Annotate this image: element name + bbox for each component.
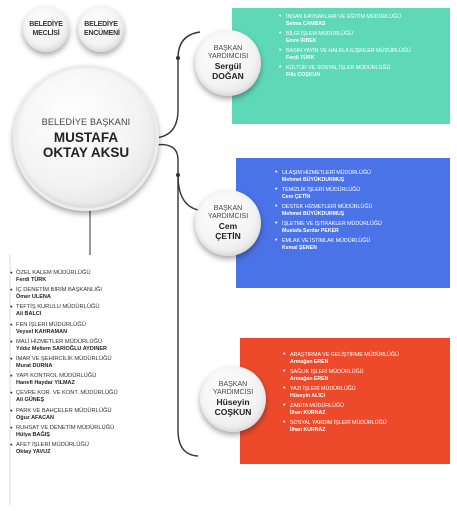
department-title: • KÜLTÜR VE SOSYAL İŞLER MÜDÜRLÜĞÜ	[286, 65, 391, 71]
department-item	[276, 170, 442, 183]
department-head: Ferdi TÜRK	[16, 277, 47, 283]
department-item	[276, 204, 442, 217]
department-item	[284, 352, 442, 365]
department-title: ● ÇEVRE KOR. VE KONT. MÜDÜRLÜĞÜ	[16, 390, 118, 397]
department-title: ● TEFTİŞ KURULU MÜDÜRLÜĞÜ	[16, 304, 100, 311]
department-head: Cem ÇETİN	[282, 193, 311, 200]
department-title: ● PARK VE BAHÇELER MÜDÜRLÜĞÜ	[16, 407, 112, 414]
vp1-name-first: Sergül	[214, 61, 242, 71]
department-title: ● AFET İŞLERİ MÜDÜRLÜĞÜ	[16, 441, 89, 448]
department-item	[284, 386, 442, 399]
department-item	[10, 339, 180, 353]
department-title: • SAĞLIK İŞLERİ MÜDÜRLÜĞÜ	[290, 369, 364, 375]
vp3-title-line1: BAŞKAN	[218, 381, 248, 388]
vp3-name-last: COŞKUN	[214, 407, 252, 417]
department-item	[284, 420, 442, 433]
department-item	[10, 442, 180, 456]
mayor-circle	[13, 65, 159, 211]
department-item	[280, 65, 442, 78]
department-title: • İNSAN KAYNAKLARI VE EĞİTİM MÜDÜRLÜĞÜ	[286, 14, 401, 20]
vp1-title-line2: YARDIMCISI	[207, 53, 249, 60]
department-head: Oktay YAVUZ	[16, 448, 51, 455]
department-title: • DESTEK HİZMETLERİ MÜDÜRLÜĞÜ	[282, 204, 373, 210]
vp1-department-list	[280, 14, 442, 78]
department-head: Murat DURNA	[16, 362, 53, 369]
department-title: • TEMİZLİK İŞLERİ MÜDÜRLÜĞÜ	[282, 187, 361, 193]
department-head: Ömer ULENA	[16, 294, 51, 301]
department-head: Mehmet BÜYÜKDURMUŞ	[282, 176, 345, 183]
department-head: Filiz COŞKUN	[286, 71, 321, 78]
department-item	[10, 425, 180, 439]
department-head: İlhan KURNAZ	[290, 409, 326, 416]
department-title: ● FEN İŞLERİ MÜDÜRLÜĞÜ	[16, 321, 86, 328]
department-item	[280, 48, 442, 61]
department-head: Mustafa Serdar PEKER	[282, 227, 339, 234]
department-head: Emre İRBEK	[286, 37, 317, 44]
department-title: ● İÇ DENETİM BİRİM BAŞKANLIĞI	[16, 287, 102, 294]
department-head: Yıldız Meltem SARIOĞLU AYDINER	[16, 345, 107, 352]
municipal-committee-label: BELEDİYE ENCÜMENİ	[84, 21, 120, 37]
department-head: Oğuz AFACAN	[16, 414, 54, 421]
department-head: Mehmet BÜYÜKDURMUŞ	[282, 210, 345, 217]
department-head: Ali GÜNEŞ	[16, 397, 45, 404]
department-title: • İŞLETME VE İŞTİRAKLER MÜDÜRLÜĞÜ	[282, 221, 382, 227]
department-title: • ARAŞTIRMA VE GELİŞTİRME MÜDÜRLÜĞÜ	[290, 352, 399, 358]
department-item	[10, 304, 180, 318]
department-title: • SOSYAL YARDIM İŞLERİ MÜDÜRLÜĞÜ	[290, 420, 387, 426]
department-head: İlhan KURNAZ	[290, 426, 326, 433]
department-item	[10, 287, 180, 301]
department-title: • ULAŞIM HİZMETLERİ MÜDÜRLÜĞÜ	[282, 170, 371, 176]
mayor-title: BELEDİYE BAŞKANI	[41, 116, 131, 127]
vp2-title-line1: BAŞKAN	[213, 205, 243, 212]
department-head: Ferdi TÜRK	[286, 54, 315, 61]
department-item	[10, 390, 180, 404]
department-head: Hülya BAĞIŞ	[16, 431, 50, 438]
department-item	[10, 373, 180, 387]
vp2-name-last: ÇETİN	[215, 231, 241, 241]
department-head: Armağan EREN	[290, 375, 329, 382]
municipal-council-circle	[23, 6, 69, 52]
department-head: Veysel KAHRAMAN	[16, 328, 68, 335]
department-head: Selma CAMBAS	[286, 20, 326, 27]
department-title: • EMLAK VE İSTİMLAK MÜDÜRLÜĞÜ	[282, 238, 371, 244]
vp2-department-list	[276, 170, 442, 251]
vp1-title-line1: BAŞKAN	[213, 45, 243, 52]
vp1-name-last: DOĞAN	[212, 71, 244, 81]
department-item	[284, 403, 442, 416]
vp3-circle	[200, 366, 266, 432]
department-title: ● İMAR VE ŞEHİRCİLİK MÜDÜRLÜĞÜ	[16, 355, 112, 362]
department-item	[284, 369, 442, 382]
mayor-name-last: OKTAY AKSU	[42, 144, 130, 160]
department-head: Hüseyin ALICI	[290, 392, 325, 399]
vp1-circle	[195, 30, 261, 96]
department-item	[10, 322, 180, 336]
department-item	[10, 356, 180, 370]
department-item	[276, 187, 442, 200]
department-head: Armağan EREN	[290, 358, 329, 365]
municipal-council-label: BELEDİYE MECLİSİ	[29, 21, 63, 37]
department-item	[276, 238, 442, 251]
vp3-department-box	[240, 338, 450, 464]
department-title: • BİLGİ İŞLEM MÜDÜRLÜĞÜ	[286, 31, 353, 37]
department-title: • YAZI İŞLERİ MÜDÜRLÜĞÜ	[290, 386, 356, 392]
department-head: Kemal ŞENEN	[282, 244, 317, 251]
municipal-committee-circle	[78, 6, 124, 52]
mayor-name-first: MUSTAFA	[53, 129, 119, 145]
department-head: Hanefi Haydar YILMAZ	[16, 380, 75, 387]
vp1-department-box	[232, 8, 450, 124]
department-title: ● RUHSAT VE DENETİM MÜDÜRLÜĞÜ	[16, 424, 115, 431]
department-title: ● MALİ HİZMETLER MÜDÜRLÜĞÜ	[16, 338, 103, 345]
vp2-title-line2: YARDIMCISI	[207, 213, 249, 220]
department-title: • ZABITA MÜDÜRLÜĞÜ	[290, 403, 344, 409]
vp2-name-first: Cem	[218, 221, 238, 231]
department-item	[280, 14, 442, 27]
department-item	[10, 270, 180, 284]
vp2-department-box	[236, 158, 450, 288]
vp3-department-list	[284, 352, 442, 433]
department-head: Ali BALCI	[16, 311, 42, 318]
department-item	[276, 221, 442, 234]
department-title: ● ÖZEL KALEM MÜDÜRLÜĞÜ	[16, 270, 91, 276]
vp3-name-first: Hüseyin	[216, 397, 250, 407]
direct-departments-list	[10, 270, 180, 459]
department-title: • BASIN YAYIN VE HALKLA İLİŞKİLER MÜDÜRLÜĞÜ	[286, 48, 411, 54]
department-title: ● YAPI KONTROL MÜDÜRLÜĞÜ	[16, 373, 97, 380]
department-item	[280, 31, 442, 44]
department-item	[10, 408, 180, 422]
vp3-title-line2: YARDIMCISI	[212, 389, 254, 396]
vp2-circle	[195, 190, 261, 256]
